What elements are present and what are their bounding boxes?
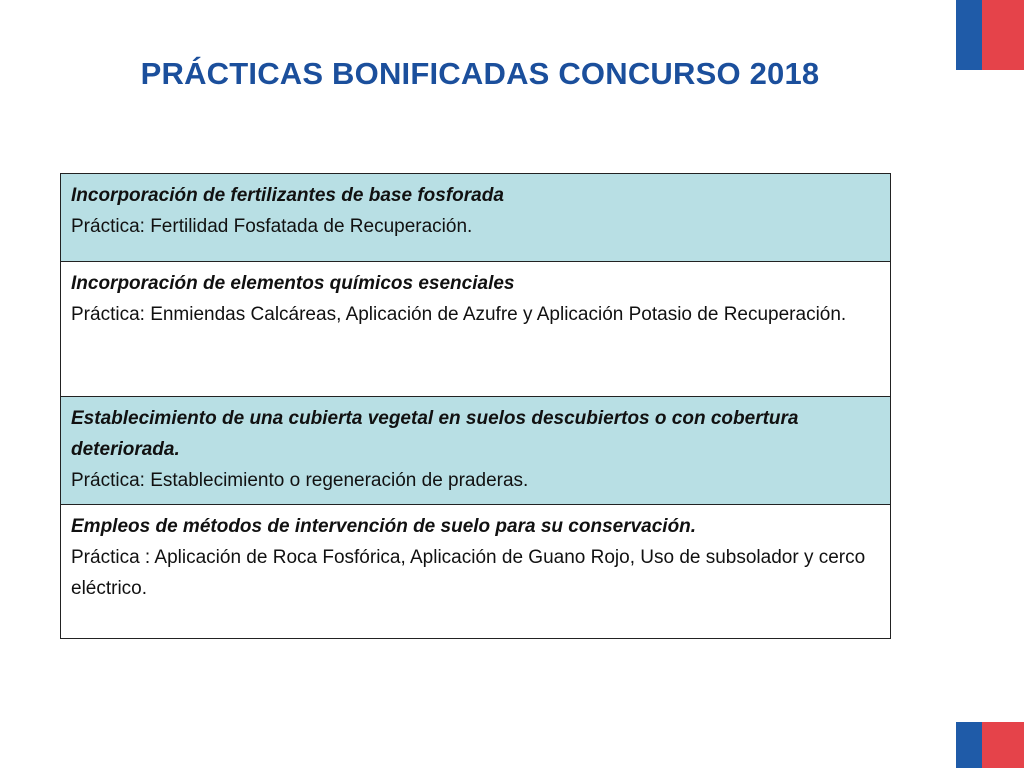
flag-decoration-bottom xyxy=(956,722,1024,768)
table-row xyxy=(61,174,891,262)
flag-blue-stripe xyxy=(956,722,982,768)
flag-red-stripe xyxy=(982,722,1024,768)
table-cell xyxy=(61,262,891,397)
table-cell xyxy=(61,174,891,262)
flag-blue-stripe xyxy=(956,0,982,70)
practice-heading: Establecimiento de una cubierta vegetal en suelos descubiertos o con cobertura deteriorada. xyxy=(71,408,799,460)
practice-text: Práctica: Establecimiento o regeneración de praderas. xyxy=(71,470,529,491)
table-row xyxy=(61,262,891,397)
practice-text: Práctica: Enmiendas Calcáreas, Aplicación de Azufre y Aplicación Potasio de Recuperación. xyxy=(71,304,847,325)
flag-decoration-top xyxy=(956,0,1024,70)
practice-heading: Incorporación de elementos químicos esenciales xyxy=(71,273,515,294)
slide-title: PRÁCTICAS BONIFICADAS CONCURSO 2018 xyxy=(140,56,820,91)
practice-text: Práctica: Fertilidad Fosfatada de Recuperación. xyxy=(71,216,473,237)
practice-heading: Incorporación de fertilizantes de base fosforada xyxy=(71,185,504,206)
table-row xyxy=(61,397,891,505)
flag-red-stripe xyxy=(982,0,1024,70)
practice-text: Práctica : Aplicación de Roca Fosfórica, Aplicación de Guano Rojo, Uso de subsolador y cerco eléctrico. xyxy=(71,547,866,599)
practices-table xyxy=(60,173,891,639)
table-cell xyxy=(61,397,891,505)
practice-heading: Empleos de métodos de intervención de suelo para su conservación. xyxy=(71,516,697,537)
table-row xyxy=(61,505,891,639)
table-cell xyxy=(61,505,891,639)
